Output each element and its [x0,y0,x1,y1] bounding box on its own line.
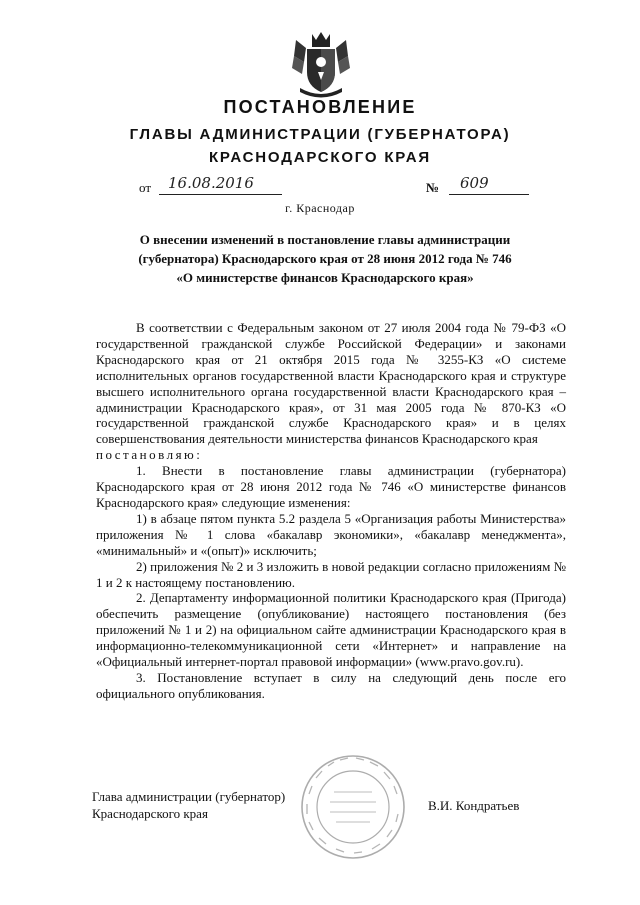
preamble-paragraph: В соответствии с Федеральным законом от 27 июля 2004 года № 79-ФЗ «О государственной гражданской службе Российской Федерации» и законами Краснодарского края от 21 октября 2015 года № 3255-КЗ «О системе исполнительных органов государственной власти Краснодарского края и структуре высшего исполнительного органа государственной власти Краснодарского края – администрации Краснодарского края», от 31 мая 2005 года № 870-КЗ «О государственной гражданской службе Краснодарского края» и в целях совершенствования деятельности министерства финансов Краснодарского края [96,320,566,447]
position-line: Краснодарского края [92,806,208,821]
issuer-line: ГЛАВЫ АДМИНИСТРАЦИИ (ГУБЕРНАТОРА) [129,126,511,143]
item-paragraph: 3. Постановление вступает в силу на следующий день после его официального опубликования. [96,669,566,701]
item-paragraph: 1) в абзаце пятом пункта 5.2 раздела 5 «Организация работы Министерства» приложения № 1 слова «бакалавр экономики», «бакалавр менеджмента», «минимальный» и «(опыт)» исключить; [96,510,566,558]
signatory-position [92,788,285,822]
date-underline [159,194,282,195]
subject-line: «О министерстве финансов Краснодарского края» [176,270,474,285]
date-number-line [139,174,559,199]
position-line: Глава администрации (губернатор) [92,789,286,804]
handwritten-number: 609 [460,174,489,192]
region-line: КРАСНОДАРСКОГО КРАЯ [208,149,432,166]
number-underline [449,194,529,195]
decree-subject [110,230,540,287]
item-paragraph: 2) приложения № 2 и 3 изложить в новой редакции согласно приложениям № 1 и 2 к настоящему постановлению. [96,558,566,590]
krasnodar-coat-of-arms-icon [290,28,352,100]
number-label: № [426,180,440,195]
decree-word: постановляю: [96,447,203,463]
department-stamp-icon [298,752,408,862]
signatory-name: В.И. Кондратьев [428,798,520,813]
subject-line: (губернатора) Краснодарского края от 28 июня 2012 года № 746 [138,251,512,266]
handwritten-date: 16.08.2016 [168,174,254,192]
item-paragraph: 2. Департаменту информационной политики Краснодарского края (Пригода) обеспечить размещение (опубликование) настоящего постановления (без приложений № 1 и 2) на официальном сайте администрации Краснодарского края в информационно-телекоммуникационной сети «Интернет» и направление на «Официальный интернет-портал правовой информации» (www.pravo.gov.ru). [96,590,566,670]
document-title: ПОСТАНОВЛЕНИЕ [223,97,417,117]
item-paragraph: 1. Внести в постановление главы администрации (губернатора) Краснодарского края от 28 июня 2012 года № 746 «О министерстве финансов Краснодарского края» следующие изменения: [96,463,566,510]
date-label: от [139,180,152,195]
subject-line: О внесении изменений в постановление главы администрации [139,232,511,247]
decree-body [96,320,566,702]
city-line: г. Краснодар [285,201,355,215]
